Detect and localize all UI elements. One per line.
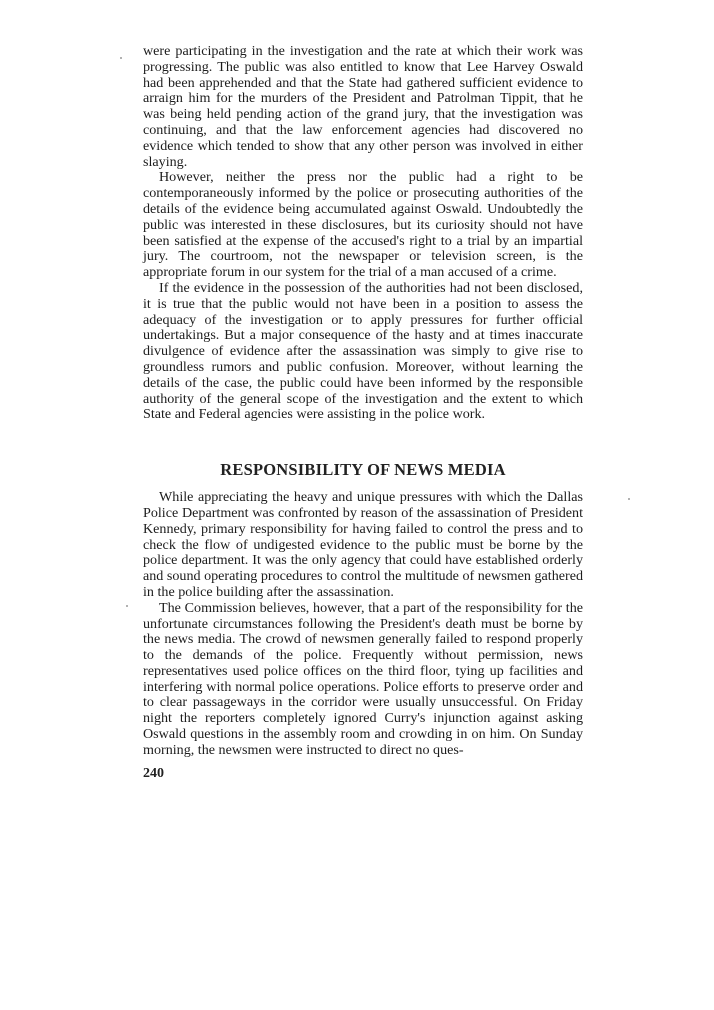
text-column [143,44,583,782]
section-heading: RESPONSIBILITY OF NEWS MEDIA [220,460,506,480]
body-paragraph: were participating in the investigation and the rate at which their work was progressing. The public was also entitled to know that Lee Harvey Oswald had been apprehended and that the State had gathered sufficient evidence to arraign him for the murders of the President and Patrolman Tippit, that he was being held pending action of the grand jury, that the investigation was continuing, and that the law enforcement agencies had discovered no evidence which tended to show that any other person was involved in either slaying. [143,43,583,170]
body-paragraph: However, neither the press nor the public had a right to be contemporaneously informed by the police or prosecuting authorities of the details of the evidence being accumulated against Oswald. Undoubtedly the public was interested in these disclosures, but its curiosity should not have been satisfied at the expense of the accused's right to a trial by an impartial jury. The courtroom, not the newspaper or television screen, is the appropriate forum in our system for the trial of a man accused of a crime. [143,169,583,281]
body-paragraph: The Commission believes, however, that a part of the responsibility for the unfortunate circumstances following the President's death must be borne by the news media. The crowd of newsmen generally failed to respond properly to the demands of the police. Frequently without permission, news representatives used police offices on the third floor, tying up facilities and interfering with normal police operations. Police efforts to preserve order and to clear passageways in the corridor were usually unsuccessful. On Friday night the reporters completely ignored Curry's injunction against asking Oswald questions in the assembly room and crowding in on him. On Sunday morning, the newsmen were instructed to direct no ques- [143,599,583,758]
scan-speck [120,57,122,59]
body-paragraph: If the evidence in the possession of the authorities had not been disclosed, it is true that the public would not have been in a position to assess the adequacy of the investigation or to apply pressures for further official undertakings. But a major consequence of the hasty and at times inaccurate divulgence of evidence after the assassination was simply to give rise to groundless rumors and public confusion. Moreover, without learning the details of the case, the public could have been informed by the responsible authority of the general scope of the investigation and the extent to which State and Federal agencies were assisting in the police work. [143,279,583,423]
scan-speck [628,498,630,500]
page-number: 240 [143,765,164,781]
body-paragraph: While appreciating the heavy and unique pressures with which the Dallas Police Department was confronted by reason of the assassination of President Kennedy, primary responsibility for having failed to control the press and to check the flow of undigested evidence to the public must be borne by the police department. It was the only agency that could have established orderly and sound operating procedures to control the multitude of newsmen gathered in the police building after the assassination. [143,489,583,600]
scan-speck [126,605,128,607]
